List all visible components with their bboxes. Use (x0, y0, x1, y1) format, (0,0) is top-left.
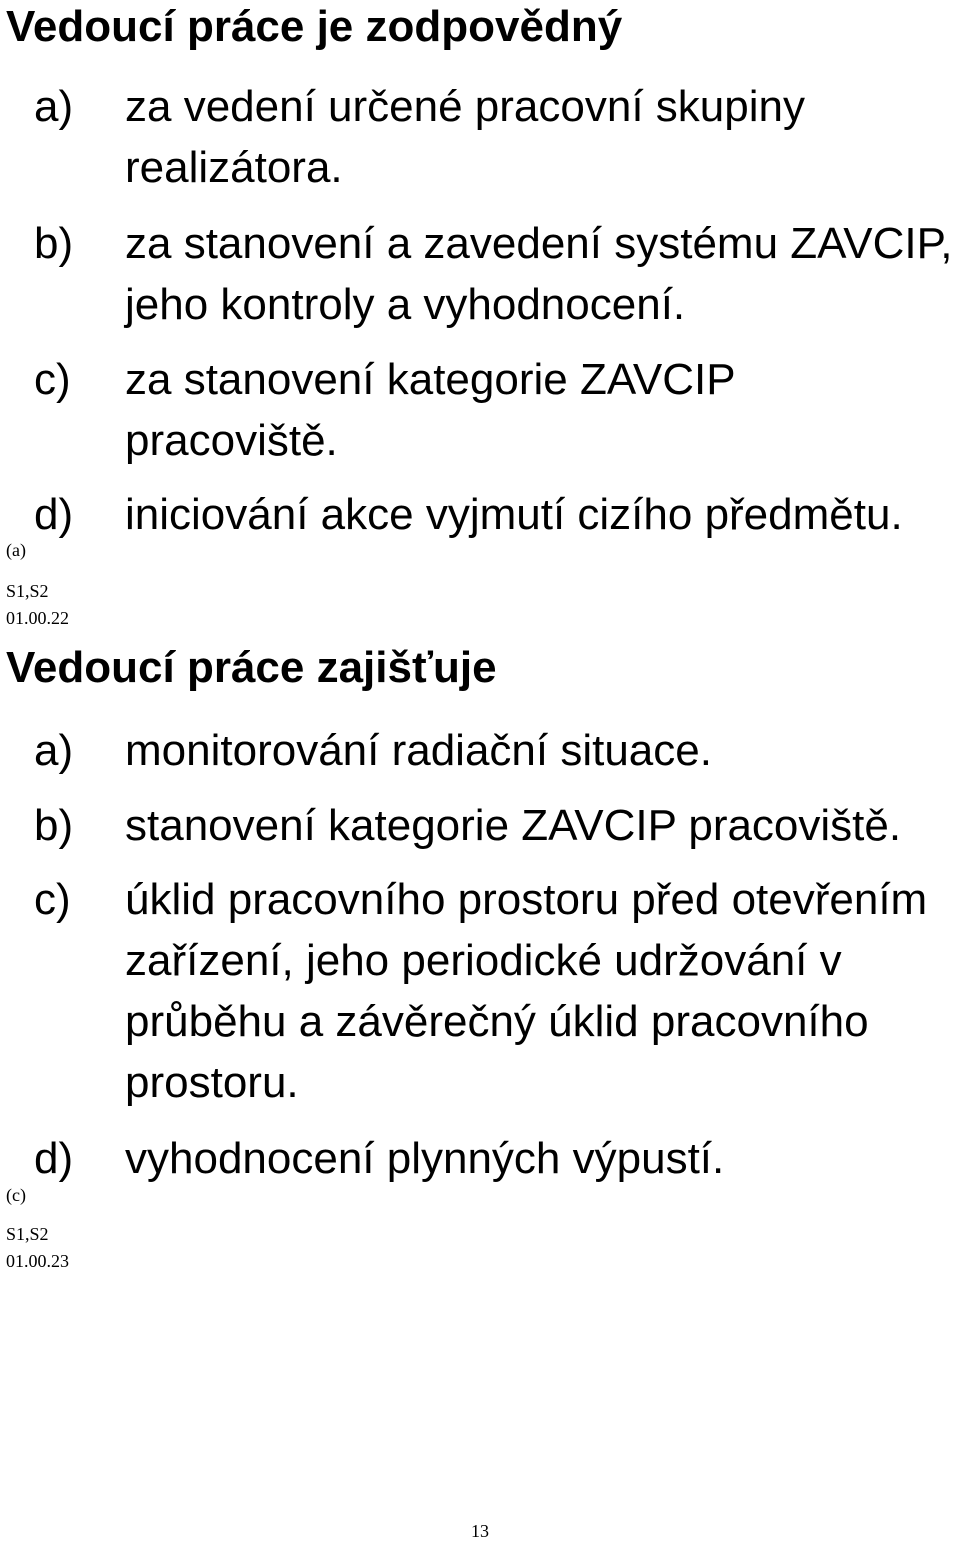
option-letter: b) (34, 801, 74, 850)
question-1-category: S1,S2 (6, 581, 49, 601)
question-2-option-d (34, 1128, 954, 1189)
option-letter: c) (34, 875, 71, 924)
page-number: 13 (471, 1521, 489, 1541)
option-letter: d) (34, 1134, 74, 1183)
option-text: úklid pracovního prostoru před otevřením zařízení, jeho periodické udržování v průběhu a závěrečný úklid pracovního prostoru. (125, 875, 928, 1107)
option-text: stanovení kategorie ZAVCIP pracoviště. (125, 801, 902, 850)
question-1-option-c (34, 349, 954, 471)
option-text: iniciování akce vyjmutí cizího předmětu. (125, 490, 903, 539)
question-2-option-c (34, 869, 954, 1113)
question-1-answer: (a) (6, 540, 26, 560)
option-text: monitorování radiační situace. (125, 726, 712, 775)
question-2-code: 01.00.23 (6, 1251, 69, 1271)
question-2-answer: (c) (6, 1185, 26, 1205)
option-letter: a) (34, 82, 74, 131)
question-1-option-b (34, 213, 954, 335)
question-1-code: 01.00.22 (6, 608, 69, 628)
option-text: vyhodnocení plynných výpustí. (125, 1134, 725, 1183)
question-2-option-a (34, 720, 954, 781)
option-text: za vedení určené pracovní skupiny realizátora. (125, 82, 805, 192)
option-letter: b) (34, 219, 74, 268)
question-2-heading: Vedoucí práce zajišťuje (6, 643, 497, 692)
question-1-heading: Vedoucí práce je zodpovědný (6, 2, 623, 51)
option-text: za stanovení kategorie ZAVCIP pracoviště. (125, 355, 735, 465)
question-2-option-b (34, 795, 954, 856)
option-letter: a) (34, 726, 74, 775)
question-1-option-a (34, 76, 954, 198)
question-2-category: S1,S2 (6, 1224, 49, 1244)
question-1-option-d (34, 484, 954, 545)
option-letter: d) (34, 490, 74, 539)
option-letter: c) (34, 355, 71, 404)
option-text: za stanovení a zavedení systému ZAVCIP, jeho kontroly a vyhodnocení. (125, 219, 953, 329)
